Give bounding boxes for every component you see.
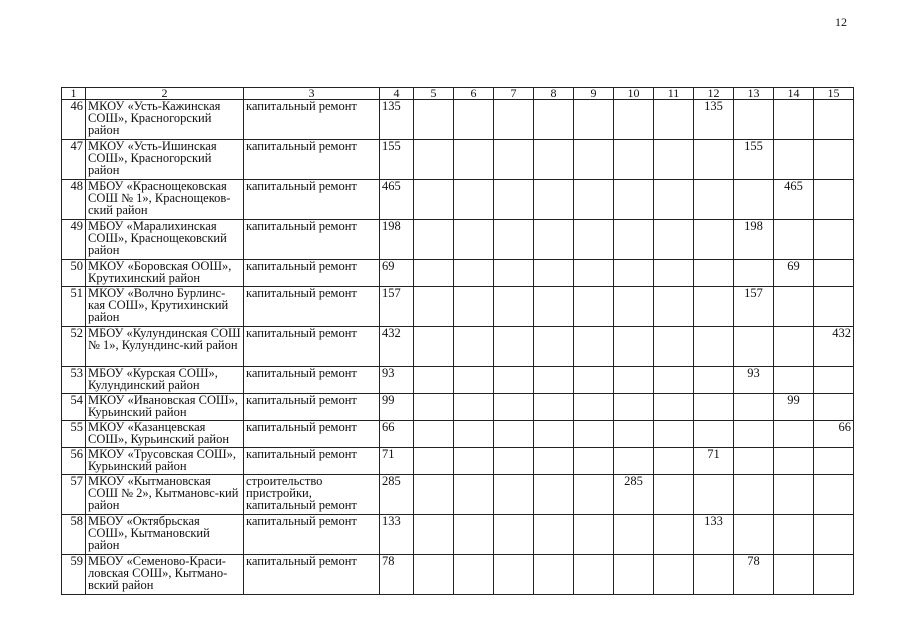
empty-cell-col-12 [694,287,734,327]
table-header [62,88,854,100]
empty-cell-col-8 [534,327,574,367]
empty-cell-col-11 [654,421,694,448]
empty-cell-col-5 [414,100,454,140]
row-number: 47 [62,140,86,180]
empty-cell-col-15 [814,220,854,260]
empty-cell-col-7 [494,287,534,327]
table-row [62,287,854,327]
empty-cell-col-5 [414,367,454,394]
empty-cell-col-15 [814,448,854,475]
work-type: капитальный ремонт [244,515,380,555]
table-row [62,100,854,140]
total-value: 71 [380,448,414,475]
empty-cell-col-8 [534,180,574,220]
total-value: 155 [380,140,414,180]
column-header-4: 4 [380,88,414,100]
empty-cell-col-6 [454,448,494,475]
school-name: МБОУ «Курская СОШ», Кулундинский район [86,367,244,394]
work-type: капитальный ремонт [244,100,380,140]
row-number: 55 [62,421,86,448]
school-name: МКОУ «Казанцевская СОШ», Курьинский район [86,421,244,448]
empty-cell-col-13 [734,394,774,421]
empty-cell-col-9 [574,448,614,475]
year-value-col-13: 198 [734,220,774,260]
page-number: 12 [835,15,847,29]
empty-cell-col-9 [574,287,614,327]
empty-cell-col-9 [574,260,614,287]
total-value: 133 [380,515,414,555]
empty-cell-col-7 [494,220,534,260]
empty-cell-col-12 [694,327,734,367]
empty-cell-col-14 [774,140,814,180]
empty-cell-col-13 [734,448,774,475]
empty-cell-col-9 [574,180,614,220]
school-name: МКОУ «Ивановская СОШ», Курьинский район [86,394,244,421]
empty-cell-col-11 [654,367,694,394]
empty-cell-col-7 [494,260,534,287]
empty-cell-col-10 [614,100,654,140]
empty-cell-col-12 [694,220,734,260]
work-type: капитальный ремонт [244,367,380,394]
empty-cell-col-12 [694,260,734,287]
empty-cell-col-5 [414,140,454,180]
empty-cell-col-9 [574,515,614,555]
empty-cell-col-7 [494,180,534,220]
empty-cell-col-7 [494,394,534,421]
empty-cell-col-6 [454,180,494,220]
empty-cell-col-15 [814,260,854,287]
row-number: 52 [62,327,86,367]
year-value-col-13: 93 [734,367,774,394]
table-row [62,220,854,260]
empty-cell-col-8 [534,515,574,555]
year-value-col-15: 432 [814,327,854,367]
empty-cell-col-8 [534,448,574,475]
empty-cell-col-8 [534,260,574,287]
work-type: капитальный ремонт [244,555,380,595]
empty-cell-col-8 [534,100,574,140]
empty-cell-col-8 [534,475,574,515]
empty-cell-col-6 [454,394,494,421]
total-value: 99 [380,394,414,421]
empty-cell-col-11 [654,555,694,595]
work-type: капитальный ремонт [244,180,380,220]
year-value-col-10: 285 [614,475,654,515]
row-number: 49 [62,220,86,260]
empty-cell-col-14 [774,220,814,260]
empty-cell-col-7 [494,555,534,595]
school-name: МКОУ «Усть-Ишинская СОШ», Красногорский район [86,140,244,180]
empty-cell-col-15 [814,515,854,555]
empty-cell-col-11 [654,180,694,220]
column-header-7: 7 [494,88,534,100]
table-row [62,475,854,515]
empty-cell-col-14 [774,367,814,394]
empty-cell-col-7 [494,421,534,448]
school-name: МКОУ «Кытмановская СОШ № 2», Кытмановс-кий район [86,475,244,515]
empty-cell-col-7 [494,100,534,140]
empty-cell-col-5 [414,515,454,555]
empty-cell-col-10 [614,180,654,220]
empty-cell-col-5 [414,555,454,595]
empty-cell-col-10 [614,327,654,367]
empty-cell-col-6 [454,327,494,367]
empty-cell-col-9 [574,367,614,394]
column-header-13: 13 [734,88,774,100]
work-type: капитальный ремонт [244,394,380,421]
empty-cell-col-9 [574,327,614,367]
empty-cell-col-5 [414,287,454,327]
empty-cell-col-14 [774,448,814,475]
school-name: МБОУ «Октябрьская СОШ», Кытмановский район [86,515,244,555]
row-number: 46 [62,100,86,140]
empty-cell-col-10 [614,555,654,595]
table-row [62,180,854,220]
empty-cell-col-5 [414,327,454,367]
table-row [62,394,854,421]
year-value-col-12: 135 [694,100,734,140]
empty-cell-col-7 [494,140,534,180]
empty-cell-col-14 [774,555,814,595]
work-type: капитальный ремонт [244,327,380,367]
school-name: МБОУ «Кулундинская СОШ № 1», Кулундинс-кий район [86,327,244,367]
empty-cell-col-11 [654,100,694,140]
empty-cell-col-13 [734,260,774,287]
empty-cell-col-5 [414,421,454,448]
empty-cell-col-8 [534,367,574,394]
column-header-15: 15 [814,88,854,100]
empty-cell-col-14 [774,515,814,555]
empty-cell-col-13 [734,180,774,220]
year-value-col-13: 155 [734,140,774,180]
empty-cell-col-6 [454,260,494,287]
empty-cell-col-15 [814,140,854,180]
empty-cell-col-5 [414,475,454,515]
column-header-3: 3 [244,88,380,100]
column-header-10: 10 [614,88,654,100]
row-number: 53 [62,367,86,394]
empty-cell-col-5 [414,220,454,260]
empty-cell-col-13 [734,100,774,140]
empty-cell-col-13 [734,327,774,367]
empty-cell-col-10 [614,260,654,287]
empty-cell-col-5 [414,180,454,220]
year-value-col-14: 99 [774,394,814,421]
empty-cell-col-5 [414,394,454,421]
empty-cell-col-11 [654,394,694,421]
empty-cell-col-9 [574,421,614,448]
year-value-col-13: 157 [734,287,774,327]
empty-cell-col-7 [494,475,534,515]
row-number: 51 [62,287,86,327]
column-header-8: 8 [534,88,574,100]
work-type: капитальный ремонт [244,260,380,287]
year-value-col-13: 78 [734,555,774,595]
work-type: капитальный ремонт [244,140,380,180]
column-header-6: 6 [454,88,494,100]
table-row [62,327,854,367]
year-value-col-12: 133 [694,515,734,555]
empty-cell-col-15 [814,180,854,220]
school-name: МБОУ «Маралихинская СОШ», Краснощековский район [86,220,244,260]
empty-cell-col-12 [694,475,734,515]
empty-cell-col-11 [654,220,694,260]
total-value: 78 [380,555,414,595]
empty-cell-col-14 [774,475,814,515]
column-header-2: 2 [86,88,244,100]
year-value-col-14: 69 [774,260,814,287]
total-value: 285 [380,475,414,515]
empty-cell-col-12 [694,555,734,595]
empty-cell-col-15 [814,475,854,515]
empty-cell-col-6 [454,421,494,448]
empty-cell-col-14 [774,100,814,140]
empty-cell-col-11 [654,287,694,327]
column-header-14: 14 [774,88,814,100]
column-header-12: 12 [694,88,734,100]
empty-cell-col-10 [614,515,654,555]
empty-cell-col-6 [454,100,494,140]
empty-cell-col-6 [454,367,494,394]
empty-cell-col-7 [494,515,534,555]
empty-cell-col-6 [454,475,494,515]
empty-cell-col-9 [574,475,614,515]
empty-cell-col-6 [454,140,494,180]
empty-cell-col-11 [654,515,694,555]
column-header-11: 11 [654,88,694,100]
school-name: МКОУ «Трусовская СОШ», Курьинский район [86,448,244,475]
empty-cell-col-10 [614,220,654,260]
table-row [62,448,854,475]
school-name: МКОУ «Боровская ООШ», Крутихинский район [86,260,244,287]
table-row [62,367,854,394]
empty-cell-col-8 [534,287,574,327]
empty-cell-col-14 [774,327,814,367]
empty-cell-col-15 [814,367,854,394]
empty-cell-col-7 [494,367,534,394]
table-body [62,100,854,595]
empty-cell-col-15 [814,287,854,327]
total-value: 432 [380,327,414,367]
year-value-col-12: 71 [694,448,734,475]
empty-cell-col-7 [494,327,534,367]
column-header-5: 5 [414,88,454,100]
empty-cell-col-5 [414,448,454,475]
empty-cell-col-8 [534,555,574,595]
year-value-col-14: 465 [774,180,814,220]
data-table [61,87,854,595]
empty-cell-col-5 [414,260,454,287]
empty-cell-col-12 [694,180,734,220]
school-name: МКОУ «Волчно Бурлинс-кая СОШ», Крутихинский район [86,287,244,327]
total-value: 66 [380,421,414,448]
total-value: 69 [380,260,414,287]
column-header-1: 1 [62,88,86,100]
empty-cell-col-10 [614,140,654,180]
total-value: 135 [380,100,414,140]
work-type: строительство пристройки, капитальный ремонт [244,475,380,515]
total-value: 465 [380,180,414,220]
empty-cell-col-10 [614,421,654,448]
empty-cell-col-6 [454,220,494,260]
empty-cell-col-15 [814,555,854,595]
empty-cell-col-8 [534,140,574,180]
empty-cell-col-9 [574,555,614,595]
school-name: МБОУ «Краснощековская СОШ № 1», Краснощеков-ский район [86,180,244,220]
total-value: 157 [380,287,414,327]
year-value-col-15: 66 [814,421,854,448]
school-name: МБОУ «Семеново-Краси-ловская СОШ», Кытмано-вский район [86,555,244,595]
empty-cell-col-14 [774,287,814,327]
empty-cell-col-8 [534,421,574,448]
empty-cell-col-15 [814,394,854,421]
empty-cell-col-10 [614,394,654,421]
empty-cell-col-7 [494,448,534,475]
empty-cell-col-9 [574,394,614,421]
empty-cell-col-10 [614,448,654,475]
school-name: МКОУ «Усть-Кажинская СОШ», Красногорский район [86,100,244,140]
empty-cell-col-9 [574,220,614,260]
empty-cell-col-15 [814,100,854,140]
empty-cell-col-12 [694,421,734,448]
empty-cell-col-10 [614,367,654,394]
empty-cell-col-9 [574,140,614,180]
empty-cell-col-13 [734,421,774,448]
row-number: 58 [62,515,86,555]
row-number: 48 [62,180,86,220]
empty-cell-col-11 [654,260,694,287]
work-type: капитальный ремонт [244,448,380,475]
table-row [62,260,854,287]
empty-cell-col-6 [454,515,494,555]
row-number: 59 [62,555,86,595]
empty-cell-col-12 [694,140,734,180]
empty-cell-col-11 [654,475,694,515]
row-number: 54 [62,394,86,421]
empty-cell-col-13 [734,475,774,515]
total-value: 93 [380,367,414,394]
work-type: капитальный ремонт [244,220,380,260]
empty-cell-col-12 [694,367,734,394]
empty-cell-col-11 [654,140,694,180]
table-row [62,140,854,180]
total-value: 198 [380,220,414,260]
empty-cell-col-12 [694,394,734,421]
empty-cell-col-6 [454,555,494,595]
work-type: капитальный ремонт [244,287,380,327]
empty-cell-col-8 [534,394,574,421]
table-row [62,421,854,448]
empty-cell-col-11 [654,448,694,475]
work-type: капитальный ремонт [244,421,380,448]
table-row [62,555,854,595]
empty-cell-col-10 [614,287,654,327]
empty-cell-col-14 [774,421,814,448]
empty-cell-col-6 [454,287,494,327]
table-row [62,515,854,555]
row-number: 57 [62,475,86,515]
empty-cell-col-9 [574,100,614,140]
header-row [62,88,854,100]
empty-cell-col-13 [734,515,774,555]
row-number: 56 [62,448,86,475]
row-number: 50 [62,260,86,287]
column-header-9: 9 [574,88,614,100]
empty-cell-col-11 [654,327,694,367]
empty-cell-col-8 [534,220,574,260]
